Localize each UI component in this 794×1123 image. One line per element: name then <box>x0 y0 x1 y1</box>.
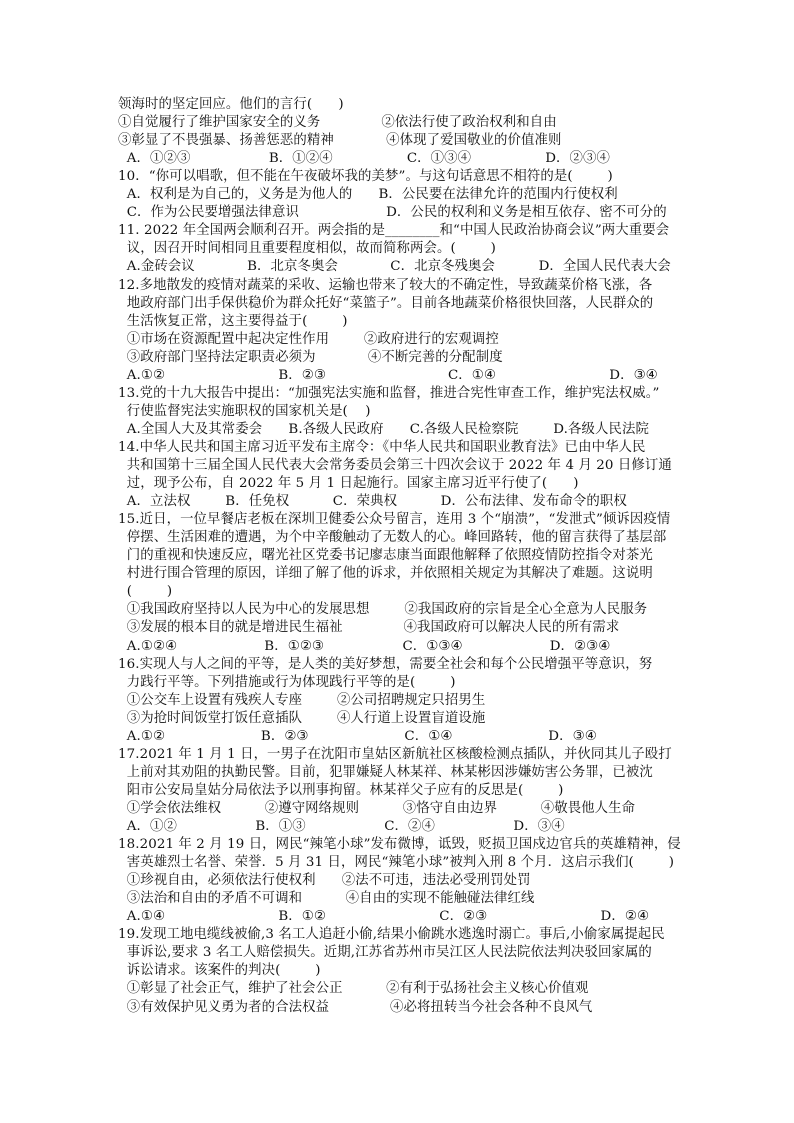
text-line: 阳市公安局皇姑分局依法予以刑事拘留。林某祥父子应有的反思是( ) <box>118 782 564 798</box>
text-line: C．作为公民要增强法律意识 D．公民的权利和义务是相互依存、密不可分的 <box>118 205 667 221</box>
text-line: A.全国人大及其常委会 B.各级人民政府 C.各级人民检察院 D.各级人民法院 <box>118 421 649 437</box>
text-line: ( ) <box>118 584 173 600</box>
text-line: 过，现予公布，自 2022 年 5 月 1 日起施行。国家主席习近平行使了( ) <box>118 476 579 492</box>
text-line: ③政府部门坚持法定职责必须为 ④不断完善的分配制度 <box>118 349 503 365</box>
text-line: 领海时的坚定回应。他们的言行( ) <box>118 97 344 112</box>
text-line: A.①② B．②③ C．①④ D．③④ <box>118 367 658 383</box>
text-line: ①自觉履行了维护国家安全的义务 ②依法行使了政治权利和自由 <box>118 115 557 131</box>
text-line: 地政府部门出手保供稳价为群众托好“菜篮子”。目前各地蔬菜价格很快回落，人民群众的 <box>118 295 654 311</box>
text-line: 生活恢复正常，这主要得益于( ) <box>118 313 348 329</box>
text-line: A.金砖会议 B．北京冬奥会 C．北京冬残奥会 D．全国人民代表大会 <box>118 259 671 275</box>
text-line: 害英雄烈士名誉、荣誉．5 月 31 日，网民“辣笔小球”被判入刑 8 个月．这启示我们( ) <box>118 855 675 871</box>
text-line: 议，因召开时间相同且重要程度相似，故而简称两会。( ) <box>118 241 496 257</box>
text-line: 力践行平等。下列措施或行为体现践行平等的是( ) <box>118 674 456 690</box>
text-line: 17.2021 年 1 月 1 日，一男子在沈阳市皇姑区新航社区核酸检测点插队，并伙同其儿子殴打 <box>118 746 672 762</box>
text-line: A.①②④ B．①②③ C．①③④ D．②③④ <box>118 638 611 654</box>
text-line: ③有效保护见义勇为者的合法权益 ④必将扭转当今社会各种不良风气 <box>118 999 593 1015</box>
text-line: 15.近日，一位早餐店老板在深圳卫健委公众号留言，连用 3 个“崩溃”，“发泄式”倾诉因疫情 <box>118 512 671 528</box>
text-line: 14.中华人民共和国主席习近平发布主席令：《中华人民共和国职业教育法》已由中华人民 <box>118 439 646 455</box>
text-line: ①公交车上设置有残疾人专座 ②公司招聘规定只招男生 <box>118 692 486 708</box>
text-line: A．立法权 B．任免权 C．荣典权 D．公布法律、发布命令的职权 <box>118 494 627 510</box>
text-line: A.①④ B．①② C．②③ D．②④ <box>118 909 650 925</box>
text-line: 行使监督宪法实施职权的国家机关是( ) <box>118 403 371 419</box>
text-line: ③法治和自由的矛盾不可调和 ④自由的实现不能触碰法律红线 <box>118 891 535 907</box>
text-line: ①学会依法维权 ②遵守网络规则 ③恪守自由边界 ④敬畏他人生命 <box>118 800 636 816</box>
text-line: 事诉讼,要求 3 名工人赔偿损失。近期,江苏省苏州市吴江区人民法院依法判决驳回家属的 <box>118 945 652 961</box>
text-line: 门的重视和快速反应，曙光社区党委书记廖志康当面跟他解释了依照疫情防控指令对茶光 <box>118 548 653 564</box>
text-line: A．①② B．①③ C．②④ D．③④ <box>118 819 565 834</box>
text-line: 18.2021 年 2 月 19 日，网民“辣笔小球”发布微博，诋毁，贬损卫国戍边官兵的英雄精神，侵 <box>118 837 681 853</box>
text-line: 13.党的十九大报告中提出：“加强宪法实施和监督，推进合宪性审查工作，维护宪法权威。” <box>118 385 660 401</box>
text-line: ①珍视自由，必须依法行使权利 ②法不可违，违法必受刑罚处罚 <box>118 873 531 889</box>
text-line: 19.发现工地电缆线被偷,3 名工人追赶小偷,结果小偷跳水逃逸时溺亡。事后,小偷家属提起民 <box>118 927 665 943</box>
text-line: ③为抢时间饭堂打饭任意插队 ④人行道上设置盲道设施 <box>118 710 486 726</box>
text-line: 16.实现人与人之间的平等，是人类的美好梦想，需要全社会和每个公民增强平等意识，努 <box>118 656 653 672</box>
text-line: 共和国第十三届全国人民代表大会常务委员会第三十四次会议于 2022 年 4 月 20 日修订通 <box>118 458 672 473</box>
text-line: ①彰显了社会正气，维护了社会公正 ②有利于弘扬社会主义核心价值观 <box>118 981 589 997</box>
text-line: 上前对其劝阻的执勤民警。目前，犯罪嫌疑人林某祥、林某彬因涉嫌妨害公务罪，已被沈 <box>118 764 653 780</box>
text-line: ①我国政府坚持以人民为中心的发展思想 ②我国政府的宗旨是全心全意为人民服务 <box>118 602 648 618</box>
text-line: 10．“你可以唱歌，但不能在午夜破坏我的美梦”。与这句话意思不相符的是( ) <box>118 169 613 185</box>
text-line: ①市场在资源配置中起决定性作用 ②政府进行的宏观调控 <box>118 331 499 347</box>
text-line: A．①②③ B．①②④ C．①③④ D．②③④ <box>118 151 610 167</box>
text-line: 停摆、生活困难的遭遇，为个中辛酸触动了无数人的心。峰回路转，他的留言获得了基层部 <box>118 530 667 546</box>
text-line: 11. 2022 年全国两会顺利召开。两会指的是________和“中国人民政治协商会议”两大重要会 <box>118 223 670 239</box>
text-line: ③发展的根本目的就是增进民生福祉 ④我国政府可以解决人民的所有需求 <box>118 620 620 636</box>
text-line: ③彰显了不畏强暴、扬善惩恶的精神 ④体现了爱国敬业的价值准则 <box>118 133 562 149</box>
text-line: A．权利是为自己的，义务是为他人的 B．公民要在法律允许的范围内行使权利 <box>118 187 618 203</box>
text-line: A.①② B．②③ C．①④ D．③④ <box>118 728 597 744</box>
text-line: 村进行围合管理的原因，详细了解了他的诉求，并依照相关规定为其解决了难题。这说明 <box>118 566 653 582</box>
text-line: 12.多地散发的疫情对蔬菜的采收、运输也带来了较大的不确定性，导致蔬菜价格飞涨，各 <box>118 277 653 293</box>
text-line: 诉讼请求。该案件的判决( ) <box>118 963 321 979</box>
